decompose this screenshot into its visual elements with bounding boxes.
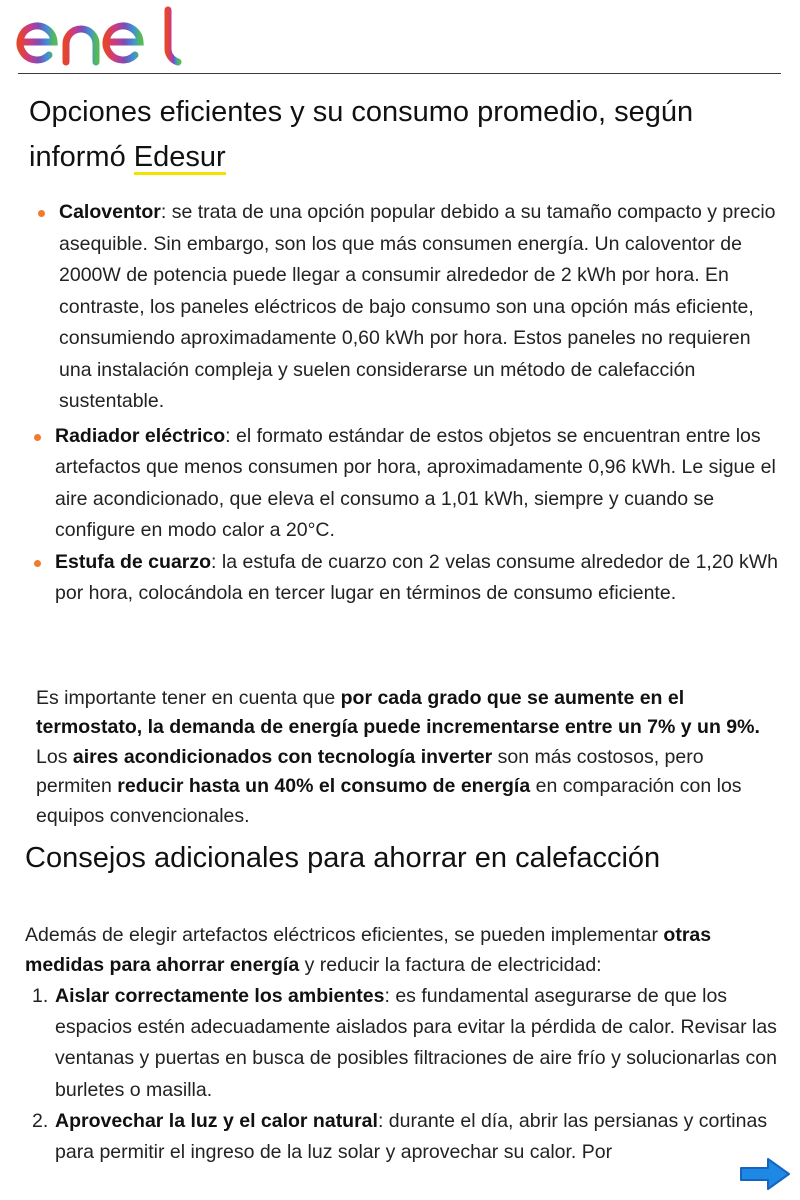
list-item (0, 197, 780, 418)
enel-logo[interactable] (16, 4, 184, 71)
list-item (0, 981, 780, 1106)
header-divider (18, 73, 781, 74)
edesur-link[interactable]: Edesur (133, 141, 226, 173)
numbered-list (0, 981, 780, 1168)
bullet-dot (34, 434, 41, 441)
step-text: : es fundamental asegurarse de que los espacios estén adecuadamente aislados para evitar la pérdida de calor. Revisar las ventanas y puertas en busca de posibles filtraciones de aire frío y solucionarlas con burletes o masilla. (55, 985, 777, 1101)
list-item (0, 547, 780, 610)
site-header (0, 0, 800, 76)
bullet-text: : se trata de una opción popular debido a su tamaño compacto y precio asequible. Sin embargo, son los que más consumen energía. Un caloventor de 2000W de potencia puede llegar a consumir alrededor de 2 kWh por hora. En contraste, los paneles eléctricos de bajo consumo son una opción más eficiente, consumiendo aproximadamente 0,60 kWh por hora. Estos paneles no requieren una instalación compleja y suelen considerarse un método de calefacción sustentable. (59, 201, 776, 412)
paragraph-medidas: Además de elegir artefactos eléctricos eficientes, se pueden implementar otras medidas para ahorrar energía y reducir la factura de electricidad: (25, 923, 712, 976)
list-item (0, 1106, 780, 1168)
section-heading-opciones: Opciones eficientes y su consumo promedio, según informó Edesur (29, 96, 694, 173)
item-number: 1. (32, 985, 49, 1007)
bullet-term: Radiador eléctrico (55, 424, 226, 447)
step-term: Aprovechar la luz y el calor natural (55, 1109, 378, 1132)
bullet-text: : la estufa de cuarzo con 2 velas consume alrededor de 1,20 kWh por hora, colocándola en tercer lugar en términos de consumo eficiente. (55, 550, 778, 604)
paragraph-termostato: Es importante tener en cuenta que por cada grado que se aumente en el termostato, la demanda de energía puede incrementarse entre un 7% y un 9%. Los aires acondicionados con tecnología inverter son más costosos, pero permiten reducir hasta un 40% el consumo de energía en comparación con los equipos convencionales. (36, 686, 760, 827)
bullet-dot (38, 210, 45, 217)
bullet-dot (34, 560, 41, 567)
step-term: Aislar correctamente los ambientes (55, 985, 385, 1007)
list-item (0, 421, 780, 547)
arrow-right-icon[interactable] (738, 1156, 792, 1192)
item-number: 2. (32, 1109, 49, 1132)
bullet-list (0, 197, 780, 610)
step-text: : durante el día, abrir las persianas y cortinas para permitir el ingreso de la luz solar y aprovechar su calor. Por (55, 1109, 768, 1164)
bullet-text: : el formato estándar de estos objetos se encuentran entre los artefactos que menos consumen por hora, aproximadamente 0,96 kWh. Le sigue el aire acondicionado, que eleva el consumo a 1,01 kWh, siempre y cuando se configure en modo calor a 20°C. (55, 424, 776, 541)
bullet-term: Estufa de cuarzo (55, 550, 212, 573)
section-heading-consejos: Consejos adicionales para ahorrar en calefacción (25, 842, 661, 874)
bullet-term: Caloventor (59, 201, 161, 223)
